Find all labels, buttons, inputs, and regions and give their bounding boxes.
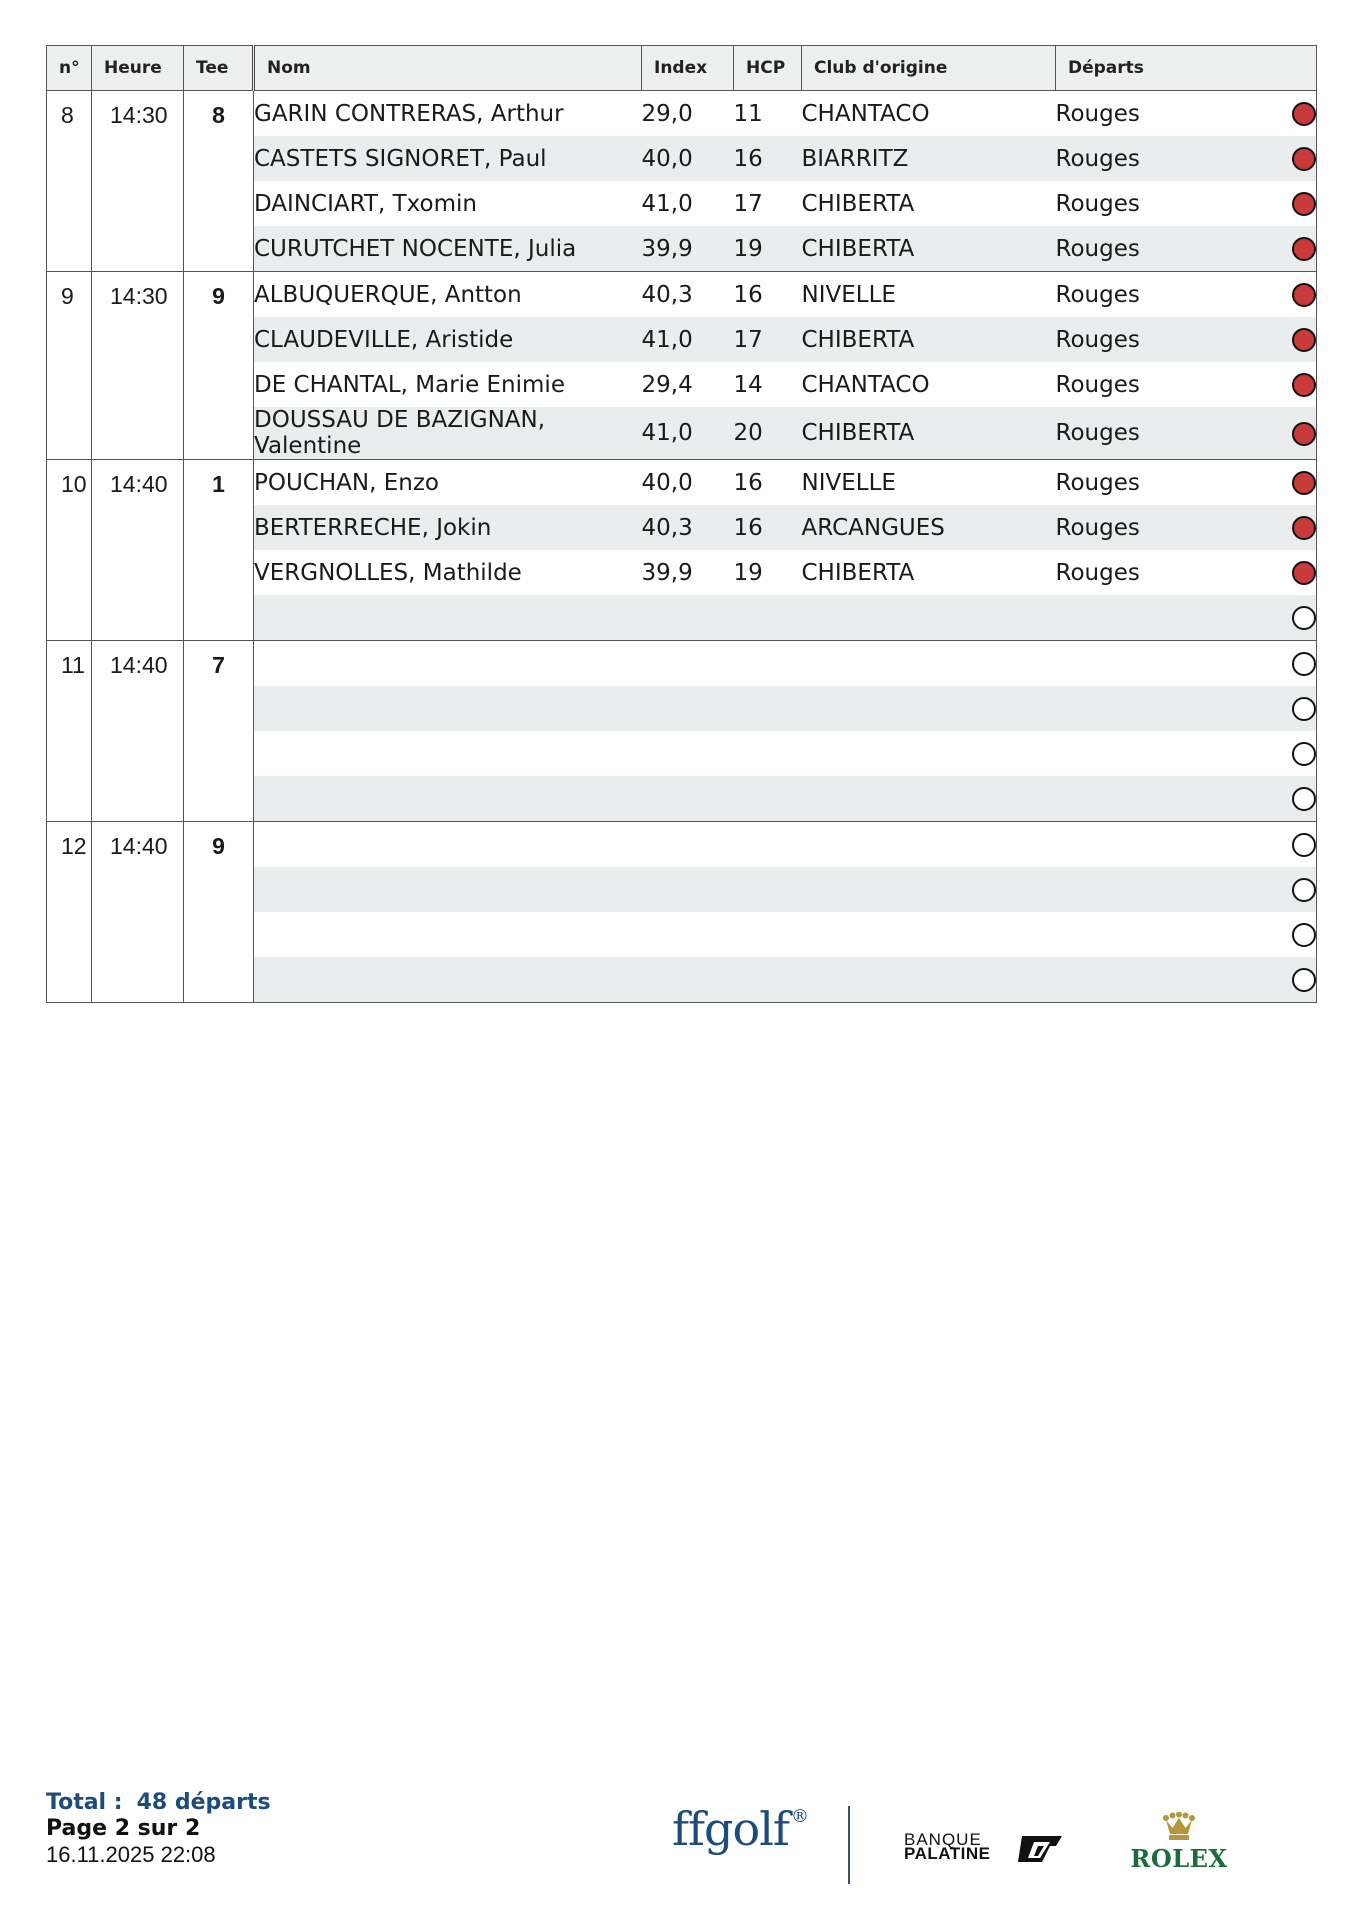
player-hcp — [734, 776, 802, 822]
player-hcp — [734, 867, 802, 912]
group-time-text: 14:30 — [110, 102, 168, 128]
player-name — [254, 595, 642, 641]
status-cell — [1246, 595, 1317, 641]
status-dot-empty-icon — [1292, 742, 1316, 766]
player-name — [254, 867, 642, 912]
group-tee-text: 7 — [212, 652, 225, 678]
player-name — [254, 957, 642, 1003]
group-number-text: 10 — [61, 471, 87, 497]
player-index: 41,0 — [642, 407, 734, 460]
group-time-text: 14:30 — [110, 283, 168, 309]
group-number — [47, 460, 92, 641]
player-index — [642, 957, 734, 1003]
status-dot-filled-icon — [1292, 328, 1316, 352]
group-tee — [184, 822, 254, 1003]
player-name — [254, 641, 642, 687]
status-cell — [1246, 550, 1317, 595]
group-time — [92, 272, 184, 460]
group-time — [92, 460, 184, 641]
player-index: 41,0 — [641, 190, 693, 217]
player-hcp: 17 — [733, 190, 763, 217]
player-club: CHIBERTA — [802, 407, 1056, 460]
player-club: ARCANGUES — [802, 505, 1056, 550]
player-hcp: 19 — [734, 226, 802, 272]
status-dot-filled-icon — [1292, 561, 1316, 585]
player-hcp: 16 — [733, 469, 763, 496]
banque-word: BANQUE — [904, 1830, 982, 1849]
status-cell — [1246, 641, 1317, 687]
start-list-table — [46, 45, 1317, 1003]
status-cell — [1246, 136, 1317, 181]
player-club: CHANTACO — [801, 100, 930, 127]
status-cell — [1246, 957, 1317, 1003]
player-index: 39,9 — [641, 559, 693, 586]
player-index: 39,9 — [642, 226, 734, 272]
player-index: 40,3 — [641, 281, 693, 308]
ffgolf-wordmark: ffgolf — [672, 1802, 789, 1856]
player-depart: Rouges — [1056, 226, 1246, 272]
player-club — [802, 957, 1056, 1003]
status-dot-empty-icon — [1292, 606, 1316, 630]
status-dot-filled-icon — [1292, 147, 1316, 171]
status-dot-filled-icon — [1292, 516, 1316, 540]
player-depart: Rouges — [1055, 371, 1140, 398]
player-index: 40,3 — [642, 505, 734, 550]
status-cell — [1246, 867, 1317, 912]
header-nom: Nom — [254, 46, 642, 91]
status-cell — [1246, 407, 1317, 460]
header-departs: Départs — [1056, 46, 1317, 91]
player-name: GARIN CONTRERAS, Arthur — [254, 100, 564, 127]
footer-summary — [46, 1790, 271, 1868]
table-row — [47, 91, 1317, 137]
ffgolf-logo — [672, 1802, 808, 1856]
player-name: CLAUDEVILLE, Aristide — [254, 317, 642, 362]
player-hcp: 17 — [734, 317, 802, 362]
group-number-text: 12 — [61, 833, 87, 859]
header-heure: Heure — [92, 46, 184, 91]
status-cell — [1246, 272, 1317, 318]
player-name: VERGNOLLES, Mathilde — [254, 559, 522, 586]
status-dot-filled-icon — [1292, 422, 1316, 446]
player-hcp — [734, 595, 802, 641]
status-dot-filled-icon — [1292, 102, 1316, 126]
status-cell — [1246, 226, 1317, 272]
status-cell — [1246, 912, 1317, 957]
status-dot-empty-icon — [1292, 923, 1316, 947]
player-index — [642, 776, 734, 822]
player-name: BERTERRECHE, Jokin — [254, 505, 642, 550]
player-index: 40,0 — [642, 136, 734, 181]
status-dot-empty-icon — [1292, 787, 1316, 811]
player-name — [254, 776, 642, 822]
player-index — [642, 912, 734, 957]
player-index — [642, 822, 734, 868]
player-index — [642, 641, 734, 687]
player-depart: Rouges — [1055, 281, 1140, 308]
player-hcp: 16 — [734, 136, 802, 181]
group-number-text: 11 — [61, 652, 85, 678]
player-depart — [1056, 641, 1246, 687]
player-club: CHIBERTA — [802, 226, 1056, 272]
palatine-word: PALATINE — [904, 1844, 991, 1863]
player-club — [802, 595, 1056, 641]
player-hcp — [734, 686, 802, 731]
player-index — [642, 595, 734, 641]
player-name: ALBUQUERQUE, Antton — [254, 281, 522, 308]
player-depart: Rouges — [1055, 559, 1140, 586]
player-depart: Rouges — [1056, 407, 1246, 460]
total-label: Total : — [46, 1790, 123, 1815]
player-club: CHIBERTA — [801, 190, 915, 217]
status-dot-filled-icon — [1292, 237, 1316, 261]
player-hcp — [734, 912, 802, 957]
player-depart: Rouges — [1056, 317, 1246, 362]
player-depart — [1056, 686, 1246, 731]
player-club — [802, 686, 1056, 731]
page-indicator: Page 2 sur 2 — [46, 1816, 201, 1841]
player-hcp: 16 — [734, 505, 802, 550]
player-club — [802, 731, 1056, 776]
group-tee — [184, 91, 254, 272]
player-name: CURUTCHET NOCENTE, Julia — [254, 226, 642, 272]
player-index: 29,0 — [641, 100, 693, 127]
player-club — [802, 822, 1056, 868]
player-depart: Rouges — [1056, 505, 1246, 550]
status-cell — [1246, 686, 1317, 731]
group-tee-text: 9 — [212, 283, 225, 309]
table-row — [47, 641, 1317, 687]
player-club: CHIBERTA — [802, 317, 1056, 362]
player-club: NIVELLE — [801, 469, 896, 496]
player-index: 29,4 — [641, 371, 693, 398]
status-cell — [1246, 505, 1317, 550]
group-tee — [184, 641, 254, 822]
group-time — [92, 91, 184, 272]
player-name — [254, 822, 642, 868]
player-depart — [1056, 957, 1246, 1003]
player-name: DOUSSAU DE BAZIGNAN, Valentine — [254, 407, 642, 460]
player-club — [802, 641, 1056, 687]
start-list-body — [47, 91, 1317, 1003]
player-depart: Rouges — [1055, 100, 1140, 127]
player-club: CHIBERTA — [801, 559, 915, 586]
player-club — [802, 912, 1056, 957]
player-club — [802, 776, 1056, 822]
player-name — [254, 731, 642, 776]
group-number — [47, 91, 92, 272]
group-time — [92, 822, 184, 1003]
group-number-text: 9 — [61, 283, 74, 309]
status-cell — [1246, 822, 1317, 868]
header-hcp: HCP — [734, 46, 802, 91]
palatine-emblem-icon — [1016, 1830, 1064, 1866]
player-name: DE CHANTAL, Marie Enimie — [254, 371, 565, 398]
player-club: CHANTACO — [801, 371, 930, 398]
logo-divider — [848, 1806, 850, 1884]
player-index: 40,0 — [641, 469, 693, 496]
header-num: n° — [47, 46, 92, 91]
rolex-crown-icon — [1162, 1812, 1196, 1842]
group-tee-text: 8 — [212, 102, 225, 128]
player-name — [254, 912, 642, 957]
rolex-logo — [1126, 1812, 1232, 1882]
status-cell — [1246, 181, 1317, 226]
player-depart: Rouges — [1055, 469, 1140, 496]
player-name: DAINCIART, Txomin — [254, 190, 477, 217]
status-dot-empty-icon — [1292, 878, 1316, 902]
status-cell — [1246, 91, 1317, 137]
group-number — [47, 822, 92, 1003]
header-index: Index — [642, 46, 734, 91]
status-dot-empty-icon — [1292, 968, 1316, 992]
player-depart — [1056, 867, 1246, 912]
player-hcp: 20 — [734, 407, 802, 460]
group-tee-text: 1 — [212, 471, 225, 497]
status-dot-empty-icon — [1292, 652, 1316, 676]
header-row — [47, 46, 1317, 91]
status-cell — [1246, 731, 1317, 776]
player-name — [254, 686, 642, 731]
player-club — [802, 867, 1056, 912]
group-time-text: 14:40 — [110, 833, 168, 859]
group-time-text: 14:40 — [110, 652, 168, 678]
status-dot-empty-icon — [1292, 697, 1316, 721]
status-cell — [1246, 776, 1317, 822]
player-index — [642, 867, 734, 912]
table-row — [47, 460, 1317, 506]
group-number — [47, 272, 92, 460]
player-hcp — [734, 822, 802, 868]
player-depart — [1056, 595, 1246, 641]
group-tee — [184, 272, 254, 460]
player-hcp: 16 — [733, 281, 763, 308]
group-tee — [184, 460, 254, 641]
player-depart — [1056, 776, 1246, 822]
player-hcp: 19 — [733, 559, 763, 586]
group-time-text: 14:40 — [110, 471, 168, 497]
player-hcp: 11 — [733, 100, 763, 127]
player-name: CASTETS SIGNORET, Paul — [254, 136, 642, 181]
player-hcp: 14 — [733, 371, 763, 398]
status-cell — [1246, 317, 1317, 362]
player-name: POUCHAN, Enzo — [254, 469, 439, 496]
player-hcp — [734, 641, 802, 687]
header-tee: Tee — [184, 46, 254, 91]
rolex-wordmark: ROLEX — [1130, 1844, 1228, 1873]
table-row — [47, 822, 1317, 868]
table-row — [47, 272, 1317, 318]
print-date: 16.11.2025 22:08 — [46, 1842, 216, 1867]
status-dot-empty-icon — [1292, 833, 1316, 857]
player-depart — [1056, 731, 1246, 776]
player-index: 41,0 — [642, 317, 734, 362]
status-dot-filled-icon — [1292, 192, 1316, 216]
status-dot-filled-icon — [1292, 283, 1316, 307]
total-line — [46, 1790, 271, 1816]
group-number — [47, 641, 92, 822]
total-value: 48 départs — [136, 1790, 271, 1815]
player-club: BIARRITZ — [802, 136, 1056, 181]
player-hcp — [734, 731, 802, 776]
player-depart — [1056, 912, 1246, 957]
player-depart: Rouges — [1056, 136, 1246, 181]
player-club: NIVELLE — [801, 281, 896, 308]
header-club: Club d'origine — [802, 46, 1056, 91]
status-dot-filled-icon — [1292, 471, 1316, 495]
banque-palatine-logo — [904, 1830, 1064, 1870]
status-dot-filled-icon — [1292, 373, 1316, 397]
ffgolf-mark: ® — [790, 1806, 808, 1827]
group-tee-text: 9 — [212, 833, 225, 859]
player-depart: Rouges — [1055, 190, 1140, 217]
player-index — [642, 731, 734, 776]
player-index — [642, 686, 734, 731]
status-cell — [1246, 362, 1317, 407]
group-number-text: 8 — [61, 102, 74, 128]
player-depart — [1056, 822, 1246, 868]
status-cell — [1246, 460, 1317, 506]
player-hcp — [734, 957, 802, 1003]
group-time — [92, 641, 184, 822]
